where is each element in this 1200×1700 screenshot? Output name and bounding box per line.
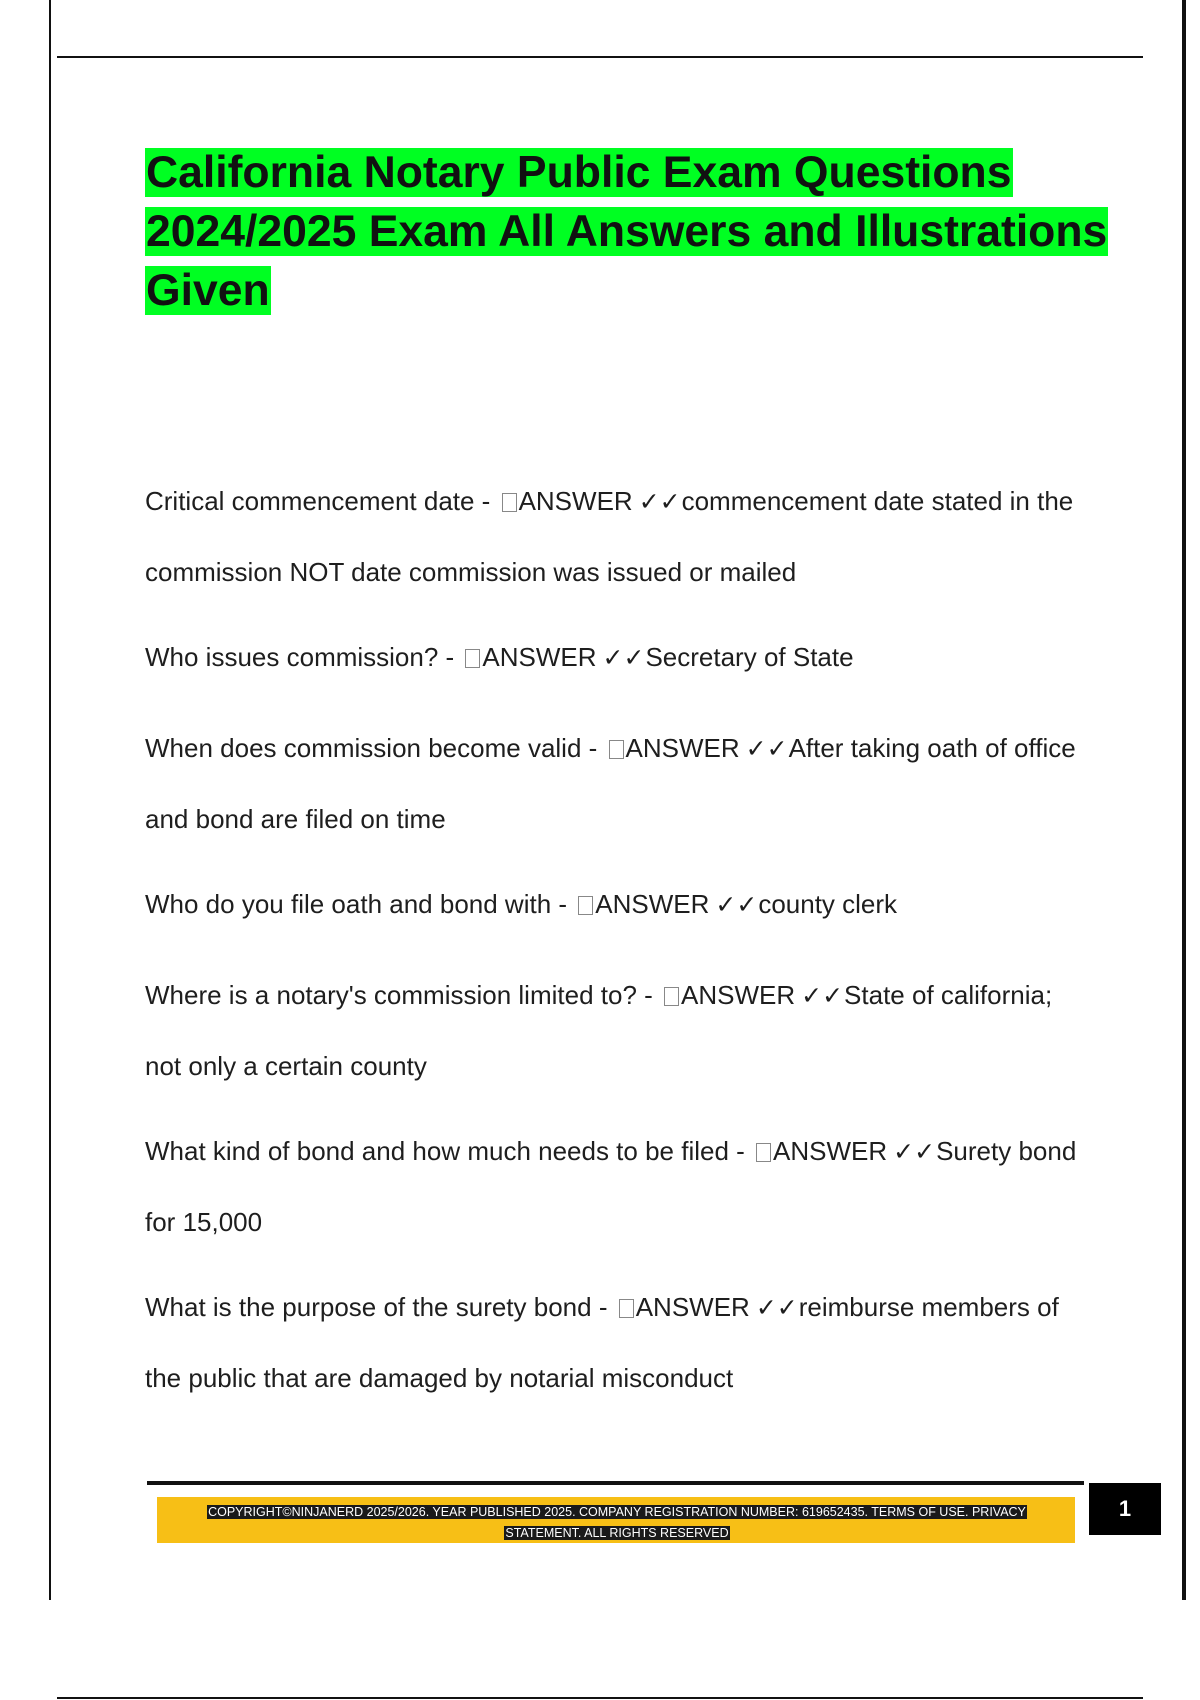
qa-item <box>145 869 1095 940</box>
qa-list <box>145 466 1095 1428</box>
answer-text: county clerk <box>758 889 898 919</box>
answer-marker: ANSWER <box>595 889 710 919</box>
page-right-border <box>1182 0 1186 1600</box>
double-check-icon: ✓✓ <box>638 487 681 516</box>
answer-text: After taking oath of office and bond are filed on time <box>145 733 1076 834</box>
qa-item <box>145 713 1095 855</box>
double-check-icon: ✓✓ <box>745 734 788 763</box>
question-text: When does commission become valid - <box>145 733 605 763</box>
header-rule <box>57 56 1143 58</box>
answer-box-icon <box>664 987 679 1006</box>
qa-item <box>145 960 1095 1102</box>
answer-box-icon <box>578 896 593 915</box>
answer-box-icon <box>465 649 480 668</box>
answer-marker: ANSWER <box>681 980 796 1010</box>
next-page-rule <box>57 1697 1143 1699</box>
answer-text: Surety bond for 15,000 <box>145 1136 1077 1237</box>
answer-marker: ANSWER <box>518 486 633 516</box>
question-text: What is the purpose of the surety bond - <box>145 1292 615 1322</box>
answer-marker: ANSWER <box>482 642 597 672</box>
copyright-text: COPYRIGHT©NINJANERD 2025/2026. YEAR PUBLISHED 2025. COMPANY REGISTRATION NUMBER: 619652435. TERMS OF USE. PRIVACY STATEMENT. ALL RIGHTS RESERVED <box>208 1505 1026 1540</box>
double-check-icon: ✓✓ <box>893 1137 936 1166</box>
qa-item <box>145 1116 1095 1258</box>
answer-box-icon <box>502 493 517 512</box>
answer-text: reimburse members of the public that are damaged by notarial misconduct <box>145 1292 1059 1393</box>
copyright-notice <box>170 1502 1064 1544</box>
double-check-icon: ✓✓ <box>715 890 758 919</box>
answer-text: Secretary of State <box>645 642 854 672</box>
answer-marker: ANSWER <box>625 733 740 763</box>
double-check-icon: ✓✓ <box>602 643 645 672</box>
answer-marker: ANSWER <box>773 1136 888 1166</box>
double-check-icon: ✓✓ <box>755 1293 798 1322</box>
question-text: Who issues commission? - <box>145 642 462 672</box>
page-left-border <box>49 0 51 1600</box>
question-text: Critical commencement date - <box>145 486 498 516</box>
answer-box-icon <box>619 1299 634 1318</box>
document-title-text: California Notary Public Exam Questions 2024/2025 Exam All Answers and Illustrations Given <box>146 148 1108 315</box>
double-check-icon: ✓✓ <box>801 981 844 1010</box>
qa-item <box>145 466 1095 608</box>
answer-text: commencement date stated in the commission NOT date commission was issued or mailed <box>145 486 1074 587</box>
question-text: Who do you file oath and bond with - <box>145 889 575 919</box>
page-number: 1 <box>1089 1483 1161 1535</box>
document-title <box>145 143 1155 320</box>
question-text: Where is a notary's commission limited to? - <box>145 980 661 1010</box>
question-text: What kind of bond and how much needs to be filed - <box>145 1136 753 1166</box>
answer-marker: ANSWER <box>635 1292 750 1322</box>
answer-box-icon <box>609 740 624 759</box>
answer-text: State of california; not only a certain county <box>145 980 1053 1081</box>
footer-rule <box>147 1481 1084 1485</box>
qa-item <box>145 622 1095 693</box>
answer-box-icon <box>756 1143 771 1162</box>
qa-item <box>145 1272 1095 1414</box>
